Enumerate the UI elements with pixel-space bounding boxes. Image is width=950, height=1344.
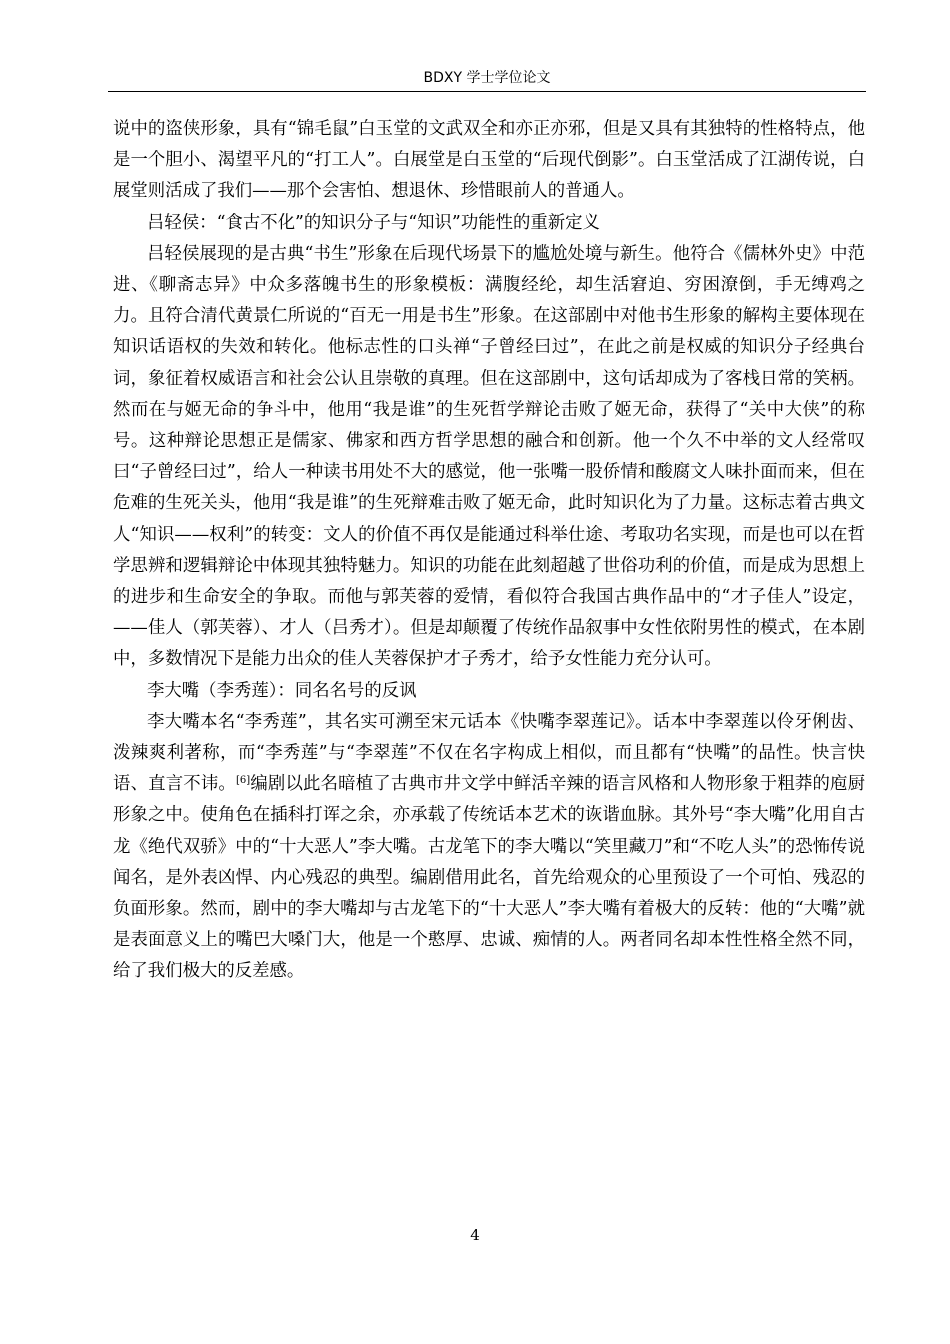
section-heading-lv-qinghou: 吕轻侯：“食古不化”的知识分子与“知识”功能性的重新定义 xyxy=(147,212,600,233)
paragraph-lv-qinghou: 吕轻侯展现的是古典“书生”形象在后现代场景下的尴尬处境与新生。他符合《儒林外史》中范进、《聊斋志异》中众多落魄书生的形象模板：满腹经纶，却生活窘迫、穷困潦倒，手无缚鸡之力。且符合清代黄景仁所说的“百无一用是书生”形象。在这部剧中对他书生形象的解构主要体现在知识话语权的失效和转化。他标志性的口头禅“子曾经曰过”，在此之前是权威的知识分子经典台词，象征着权威语言和社会公认且崇敬的真理。但在这部剧中，这句话却成为了客栈日常的笑柄。然而在与姬无命的争斗中，他用“我是谁”的生死哲学辩论击败了姬无命，获得了“关中大侠”的称号。这种辩论思想正是儒家、佛家和西方哲学思想的融合和创新。他一个久不中举的文人经常叹曰“子曾经曰过”，给人一种读书用处不大的感觉，他一张嘴一股侨情和酸腐文人味扑面而来，但在危难的生死关头，他用“我是谁”的生死辩难击败了姬无命，此时知识化为了力量。这标志着古典文人“知识——权利”的转变：文人的价值不再仅是能通过科举仕途、考取功名实现，而是也可以在哲学思辨和逻辑辩论中体现其独特魅力。知识的功能在此刻超越了世俗功利的价值，而是成为思想上的进步和生命安全的争取。而他与郭芙蓉的爱情，看似符合我国古典作品中的“才子佳人”设定，——佳人（郭芙蓉）、才人（吕秀才）。但是却颠覆了传统作品叙事中女性依附男性的模式，在本剧中，多数情况下是能力出众的佳人芙蓉保护才子秀才，给予女性能力充分认可。 xyxy=(113,243,865,670)
paragraph-li-dazui xyxy=(113,707,865,988)
paragraph-li-dazui-part-1: 李大嘴本名“李秀莲”，其名实可溯至宋元话本《快嘴李翠莲记》。话本中李翠莲以伶牙俐齿、泼辣爽利著称，而“李秀莲”与“李翠莲”不仅在名字构成上相似，而且都有“快嘴”的品性。快言快语、直言不讳。 xyxy=(113,711,865,795)
paragraph-li-dazui-part-2: 编剧以此名暗植了古典市井文学中鲜活辛辣的语言风格和人物形象于粗莽的庖厨形象之中。使角色在插科打诨之余，亦承载了传统话本艺术的诙谐血脉。其外号“李大嘴”化用自古龙《绝代双骄》中的“十大恶人”李大嘴。古龙笔下的李大嘴以“笑里藏刀”和“不吃人头”的恐怖传说闻名，是外表凶悍、内心残忍的典型。编剧借用此名，首先给观众的心里预设了一个可怕、残忍的负面形象。然而，剧中的李大嘴却与古龙笔下的“十大恶人”李大嘴有着极大的反转：他的“大嘴”就是表面意义上的嘴巴大嗓门大，他是一个憨厚、忠诚、痴情的人。两者同名却本性性格全然不同，给了我们极大的反差感。 xyxy=(113,774,865,982)
header-rule xyxy=(108,91,866,92)
paragraph-bai-zhantang-end: 说中的盗侠形象，具有“锦毛鼠”白玉堂的文武双全和亦正亦邪，但是又具有其独特的性格特点，他是一个胆小、渴望平凡的“打工人”。白展堂是白玉堂的“后现代倒影”。白玉堂活成了江湖传说，白展堂则活成了我们——那个会害怕、想退休、珍惜眼前人的普通人。 xyxy=(113,119,865,202)
page-number: 4 xyxy=(470,1226,480,1244)
running-header: BDXY 学士学位论文 xyxy=(423,70,551,86)
document-body xyxy=(113,114,865,988)
section-heading-li-dazui: 李大嘴（李秀莲）：同名名号的反讽 xyxy=(147,680,417,701)
citation-reference: [6] xyxy=(235,775,251,787)
